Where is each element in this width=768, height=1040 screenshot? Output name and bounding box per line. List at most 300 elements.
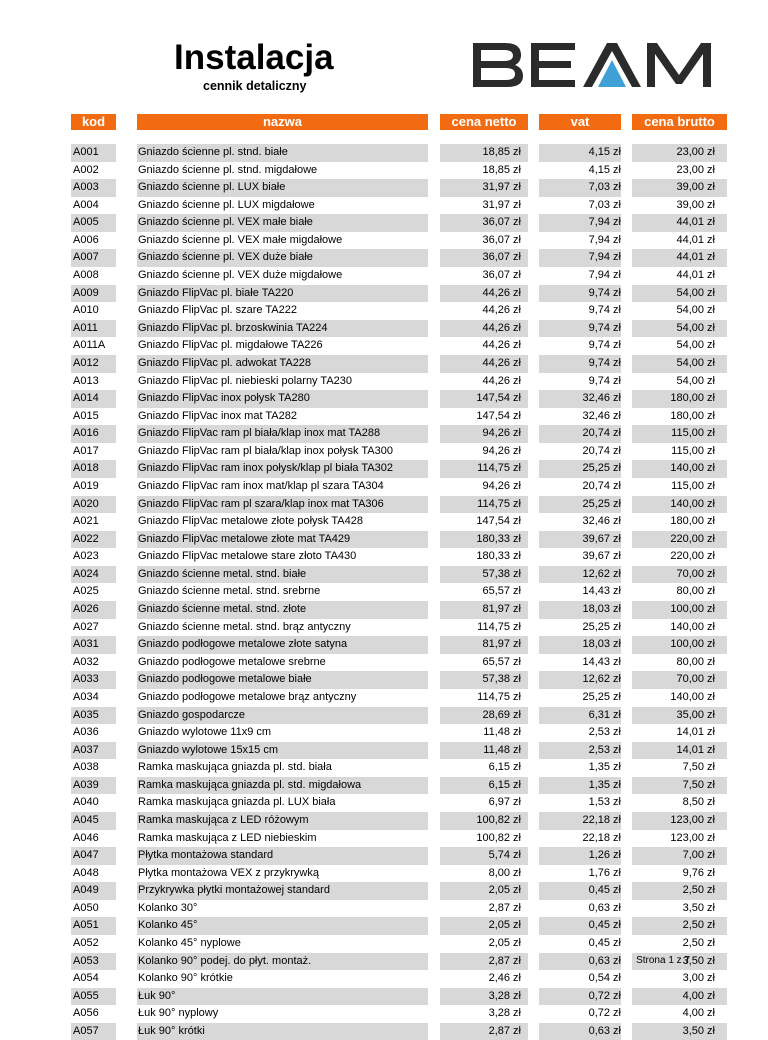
row-gross-price: 39,00 zł [676,181,715,194]
row-code: A009 [73,286,99,299]
row-name: Kolanko 45° [138,919,198,932]
table-row [0,320,768,338]
table-row [0,214,768,232]
row-gross-price: 80,00 zł [676,655,715,668]
row-name: Gniazdo FlipVac metalowe złote połysk TA428 [138,515,364,528]
row-vat: 0,45 zł [588,937,621,950]
row-vat: 9,74 zł [588,304,621,317]
row-code: A017 [73,444,99,457]
row-net-price: 11,48 zł [483,726,521,739]
row-code: A049 [73,884,99,897]
beam-logo [471,41,721,89]
row-vat: 32,46 zł [582,392,621,405]
row-net-price: 2,87 zł [488,901,521,914]
row-gross-price: 44,01 zł [676,269,715,282]
table-row [0,636,768,654]
row-net-price: 11,48 zł [483,743,521,756]
row-vat: 0,63 zł [588,901,621,914]
row-gross-price: 180,00 zł [670,515,715,528]
row-code: A052 [73,937,99,950]
row-gross-price: 7,50 zł [682,778,715,791]
row-name: Przykrywka płytki montażowej standard [138,884,330,897]
row-net-price: 28,69 zł [482,708,521,721]
row-gross-price: 2,50 zł [682,937,715,950]
row-code: A040 [73,796,99,809]
row-vat: 25,25 zł [582,497,621,510]
row-vat: 1,35 zł [588,761,621,774]
table-row [0,654,768,672]
row-code: A051 [73,919,99,932]
row-code: A046 [73,831,99,844]
row-code: A004 [73,198,99,211]
table-row [0,794,768,812]
row-code: A057 [73,1024,99,1037]
row-net-price: 180,33 zł [476,532,521,545]
row-name: Gniazdo ścienne metal. stnd. złote [138,603,307,616]
row-vat: 39,67 zł [582,550,621,563]
table-row [0,917,768,935]
row-vat: 25,25 zł [582,462,621,475]
row-vat: 1,35 zł [588,778,621,791]
row-code: A002 [73,163,99,176]
row-gross-price: 115,00 zł [671,479,715,492]
row-gross-price: 39,00 zł [676,198,715,211]
row-net-price: 94,26 zł [482,427,521,440]
row-code: A021 [73,515,99,528]
row-code: A054 [73,972,99,985]
row-net-price: 100,82 zł [476,831,521,844]
row-code: A016 [73,427,99,440]
table-row [0,882,768,900]
row-net-price: 114,75 zł [477,620,521,633]
row-vat: 1,53 zł [588,796,621,809]
row-gross-price: 220,00 zł [670,532,715,545]
row-vat: 7,94 zł [588,216,621,229]
row-net-price: 44,26 zł [482,356,521,369]
row-code: A038 [73,761,99,774]
row-net-price: 147,54 zł [476,409,521,422]
row-code: A015 [73,409,99,422]
row-code: A005 [73,216,99,229]
row-gross-price: 115,00 zł [671,427,715,440]
table-row [0,566,768,584]
row-gross-price: 23,00 zł [676,146,715,158]
row-code: A014 [73,392,99,405]
row-gross-price: 54,00 zł [676,339,715,352]
row-net-price: 2,05 zł [488,919,521,932]
table-row [0,355,768,373]
row-vat: 4,15 zł [588,146,621,158]
table-row [0,232,768,250]
row-code: A027 [73,620,99,633]
row-gross-price: 115,00 zł [671,444,715,457]
table-row [0,443,768,461]
row-net-price: 57,38 zł [482,673,521,686]
row-name: Gniazdo FlipVac pl. migdałowe TA226 [138,339,323,352]
row-net-price: 18,85 zł [482,163,521,176]
table-row [0,847,768,865]
row-name: Kolanko 45° nyplowe [138,937,241,950]
row-vat: 6,31 zł [588,708,621,721]
row-name: Gniazdo FlipVac pl. adwokat TA228 [138,356,312,369]
row-code: A019 [73,479,99,492]
row-name: Gniazdo ścienne pl. LUX białe [138,181,286,194]
row-vat: 0,45 zł [588,884,621,897]
row-code: A008 [73,269,99,282]
row-gross-price: 54,00 zł [676,286,715,299]
row-net-price: 114,75 zł [477,462,521,475]
row-vat: 20,74 zł [582,444,621,457]
row-name: Gniazdo FlipVac pl. szare TA222 [138,304,297,317]
row-gross-price: 54,00 zł [676,321,715,334]
table-row [0,988,768,1006]
row-code: A053 [73,954,99,967]
table-row [0,970,768,988]
row-net-price: 44,26 zł [482,321,521,334]
row-name: Ramka maskująca z LED niebieskim [138,831,317,844]
row-vat: 9,74 zł [588,321,621,334]
row-net-price: 36,07 zł [482,233,521,246]
row-vat: 25,25 zł [582,690,621,703]
row-vat: 22,18 zł [582,813,621,826]
row-vat: 20,74 zł [582,427,621,440]
table-row [0,144,768,162]
row-code: A033 [73,673,99,686]
row-vat: 25,25 zł [582,620,621,633]
row-name: Ramka maskująca gniazda pl. LUX biała [138,796,336,809]
row-gross-price: 100,00 zł [670,638,715,651]
row-gross-price: 9,76 zł [682,866,715,879]
row-vat: 14,43 zł [582,655,621,668]
table-row [0,285,768,303]
row-name: Ramka maskująca gniazda pl. std. biała [138,761,332,774]
row-name: Gniazdo ścienne metal. stnd. białe [138,567,307,580]
table-row [0,865,768,883]
row-gross-price: 140,00 zł [670,620,715,633]
row-net-price: 94,26 zł [482,479,521,492]
row-net-price: 5,74 zł [488,849,521,862]
row-code: A020 [73,497,99,510]
row-net-price: 44,26 zł [482,339,521,352]
row-vat: 1,76 zł [588,866,621,879]
row-name: Gniazdo FlipVac ram pl szara/klap inox mat TA306 [138,497,384,510]
row-net-price: 2,87 zł [488,1024,521,1037]
row-vat: 7,03 zł [588,181,621,194]
row-gross-price: 14,01 zł [676,743,715,756]
table-row [0,408,768,426]
row-vat: 4,15 zł [588,163,621,176]
row-net-price: 3,28 zł [488,989,521,1002]
row-code: A003 [73,181,99,194]
row-name: Gniazdo FlipVac ram inox połysk/klap pl biała TA302 [138,462,393,475]
row-code: A050 [73,901,99,914]
row-name: Kolanko 30° [138,901,198,914]
row-net-price: 2,05 zł [488,884,521,897]
row-gross-price: 54,00 zł [676,374,715,387]
row-net-price: 8,00 zł [488,866,521,879]
row-code: A006 [73,233,99,246]
row-net-price: 2,87 zł [488,954,521,967]
row-vat: 22,18 zł [582,831,621,844]
row-name: Gniazdo FlipVac metalowe stare złoto TA430 [138,550,357,563]
page-subtitle: cennik detaliczny [203,79,307,93]
row-vat: 39,67 zł [582,532,621,545]
row-code: A007 [73,251,99,264]
row-gross-price: 140,00 zł [670,462,715,475]
row-name: Gniazdo podłogowe metalowe srebrne [138,655,326,668]
row-vat: 0,63 zł [588,954,621,967]
row-net-price: 36,07 zł [482,216,521,229]
row-code: A023 [73,550,99,563]
table-row [0,496,768,514]
row-name: Gniazdo FlipVac ram pl biała/klap inox mat TA288 [138,427,381,440]
column-header-nazwa: nazwa [137,114,428,130]
row-net-price: 6,15 zł [488,761,521,774]
row-code: A031 [73,638,99,651]
row-vat: 0,72 zł [588,1007,621,1020]
row-vat: 7,03 zł [588,198,621,211]
row-gross-price: 2,50 zł [682,884,715,897]
row-name: Płytka montażowa standard [138,849,274,862]
row-vat: 18,03 zł [582,603,621,616]
row-vat: 32,46 zł [582,409,621,422]
row-vat: 14,43 zł [582,585,621,598]
row-name: Gniazdo ścienne pl. VEX małe migdałowe [138,233,343,246]
table-row [0,548,768,566]
row-code: A011 [73,321,98,334]
row-net-price: 44,26 zł [482,286,521,299]
row-net-price: 44,26 zł [482,304,521,317]
row-code: A013 [73,374,99,387]
row-gross-price: 3,00 zł [682,972,715,985]
row-gross-price: 3,50 zł [682,954,715,967]
row-name: Gniazdo podłogowe metalowe brąz antyczny [138,690,357,703]
row-net-price: 3,28 zł [488,1007,521,1020]
row-name: Gniazdo FlipVac metalowe złote mat TA429 [138,532,351,545]
row-name: Gniazdo FlipVac pl. białe TA220 [138,286,294,299]
row-name: Gniazdo wylotowe 15x15 cm [138,743,279,756]
row-name: Kolanko 90° krótkie [138,972,233,985]
row-gross-price: 140,00 zł [670,497,715,510]
row-name: Gniazdo ścienne pl. stnd. migdałowe [138,163,318,176]
row-name: Gniazdo podłogowe metalowe złote satyna [138,638,348,651]
row-net-price: 2,46 zł [488,972,521,985]
row-vat: 7,94 zł [588,233,621,246]
table-row [0,425,768,443]
row-code: A011A [73,339,106,352]
table-row [0,197,768,215]
row-gross-price: 8,50 zł [682,796,715,809]
row-name: Gniazdo ścienne pl. LUX migdałowe [138,198,315,211]
table-row [0,531,768,549]
row-code: A025 [73,585,99,598]
row-gross-price: 70,00 zł [676,567,715,580]
row-gross-price: 44,01 zł [676,233,715,246]
row-name: Ramka maskująca z LED różowym [138,813,309,826]
row-name: Łuk 90° krótki [138,1024,205,1037]
row-gross-price: 7,00 zł [682,849,715,862]
row-name: Gniazdo FlipVac inox mat TA282 [138,409,297,422]
row-vat: 9,74 zł [588,286,621,299]
row-code: A012 [73,356,99,369]
row-vat: 32,46 zł [582,515,621,528]
table-row [0,1023,768,1040]
table-row [0,302,768,320]
row-code: A022 [73,532,99,545]
row-vat: 9,74 zł [588,356,621,369]
row-net-price: 81,97 zł [482,638,521,651]
row-gross-price: 180,00 zł [670,392,715,405]
row-code: A048 [73,866,99,879]
row-code: A047 [73,849,99,862]
row-name: Gniazdo FlipVac pl. brzoskwinia TA224 [138,321,328,334]
row-gross-price: 2,50 zł [682,919,715,932]
row-gross-price: 3,50 zł [682,901,715,914]
table-row [0,513,768,531]
row-gross-price: 4,00 zł [682,989,715,1002]
row-gross-price: 14,01 zł [676,726,715,739]
row-vat: 7,94 zł [588,269,621,282]
row-net-price: 81,97 zł [482,603,521,616]
table-row [0,742,768,760]
table-row [0,759,768,777]
row-gross-price: 54,00 zł [676,304,715,317]
table-row [0,249,768,267]
row-net-price: 94,26 zł [482,444,521,457]
row-net-price: 65,57 zł [482,655,521,668]
table-row [0,812,768,830]
row-code: A032 [73,655,99,668]
row-name: Gniazdo FlipVac inox połysk TA280 [138,392,310,405]
row-gross-price: 44,01 zł [676,216,715,229]
row-vat: 1,26 zł [588,849,621,862]
row-name: Gniazdo FlipVac pl. niebieski polarny TA230 [138,374,353,387]
table-row [0,777,768,795]
row-net-price: 114,75 zł [477,690,521,703]
row-gross-price: 123,00 zł [670,831,715,844]
row-name: Gniazdo wylotowe 11x9 cm [138,726,272,739]
table-row [0,900,768,918]
row-code: A035 [73,708,99,721]
row-vat: 2,53 zł [588,726,621,739]
table-row [0,935,768,953]
column-header-netto: cena netto [440,114,528,130]
row-gross-price: 100,00 zł [670,603,715,616]
table-row [0,1005,768,1023]
row-name: Gniazdo ścienne pl. VEX duże migdałowe [138,269,343,282]
row-code: A026 [73,603,99,616]
row-net-price: 57,38 zł [482,567,521,580]
row-gross-price: 70,00 zł [676,673,715,686]
row-vat: 0,45 zł [588,919,621,932]
row-name: Gniazdo gospodarcze [138,708,246,721]
row-net-price: 2,05 zł [488,937,521,950]
row-gross-price: 7,50 zł [682,761,715,774]
row-code: A037 [73,743,99,756]
row-gross-price: 3,50 zł [682,1024,715,1037]
table-row [0,689,768,707]
row-name: Gniazdo FlipVac ram pl biała/klap inox połysk TA300 [138,444,393,457]
row-net-price: 6,15 zł [488,778,521,791]
table-row [0,619,768,637]
table-row [0,671,768,689]
price-table [0,144,768,1040]
row-vat: 2,53 zł [588,743,621,756]
row-code: A034 [73,690,99,703]
table-row [0,724,768,742]
row-name: Gniazdo ścienne metal. stnd. srebrne [138,585,321,598]
row-gross-price: 54,00 zł [676,356,715,369]
row-gross-price: 80,00 zł [676,585,715,598]
row-name: Łuk 90° [138,989,176,1002]
row-name: Kolanko 90° podej. do płyt. montaż. [138,954,312,967]
row-net-price: 147,54 zł [476,392,521,405]
row-net-price: 31,97 zł [482,198,521,211]
row-code: A055 [73,989,99,1002]
row-net-price: 36,07 zł [482,269,521,282]
column-header-vat: vat [539,114,621,130]
row-gross-price: 4,00 zł [682,1007,715,1020]
row-code: A056 [73,1007,99,1020]
column-header-kod: kod [71,114,116,130]
table-row [0,337,768,355]
row-vat: 12,62 zł [582,567,621,580]
row-code: A039 [73,778,99,791]
row-gross-price: 140,00 zł [670,690,715,703]
row-net-price: 18,85 zł [482,146,521,158]
row-vat: 18,03 zł [582,638,621,651]
page-title: Instalacja [174,38,334,77]
table-row [0,830,768,848]
row-vat: 9,74 zł [588,374,621,387]
row-name: Gniazdo ścienne metal. stnd. brąz antyczny [138,620,351,633]
row-gross-price: 123,00 zł [670,813,715,826]
row-vat: 0,54 zł [588,972,621,985]
row-name: Gniazdo FlipVac ram inox mat/klap pl szara TA304 [138,479,384,492]
row-name: Gniazdo podłogowe metalowe białe [138,673,312,686]
row-name: Gniazdo ścienne pl. VEX małe białe [138,216,313,229]
column-header-brutto: cena brutto [632,114,727,130]
row-net-price: 180,33 zł [476,550,521,563]
row-vat: 7,94 zł [588,251,621,264]
row-vat: 20,74 zł [582,479,621,492]
row-net-price: 100,82 zł [476,813,521,826]
row-name: Gniazdo ścienne pl. stnd. białe [138,146,288,158]
table-row [0,267,768,285]
page-number: Strona 1 z 7 [636,955,690,966]
row-code: A036 [73,726,99,739]
row-gross-price: 180,00 zł [670,409,715,422]
row-net-price: 31,97 zł [482,181,521,194]
row-net-price: 65,57 zł [482,585,521,598]
row-name: Gniazdo ścienne pl. VEX duże białe [138,251,313,264]
row-net-price: 44,26 zł [482,374,521,387]
table-row [0,162,768,180]
table-row [0,179,768,197]
table-row [0,373,768,391]
row-name: Ramka maskująca gniazda pl. std. migdałowa [138,778,362,791]
table-row [0,601,768,619]
row-vat: 0,63 zł [588,1024,621,1037]
table-row [0,390,768,408]
table-row [0,583,768,601]
row-gross-price: 35,00 zł [676,708,715,721]
row-code: A001 [73,146,99,158]
row-code: A045 [73,813,99,826]
row-code: A010 [73,304,99,317]
table-row [0,478,768,496]
row-net-price: 114,75 zł [477,497,521,510]
